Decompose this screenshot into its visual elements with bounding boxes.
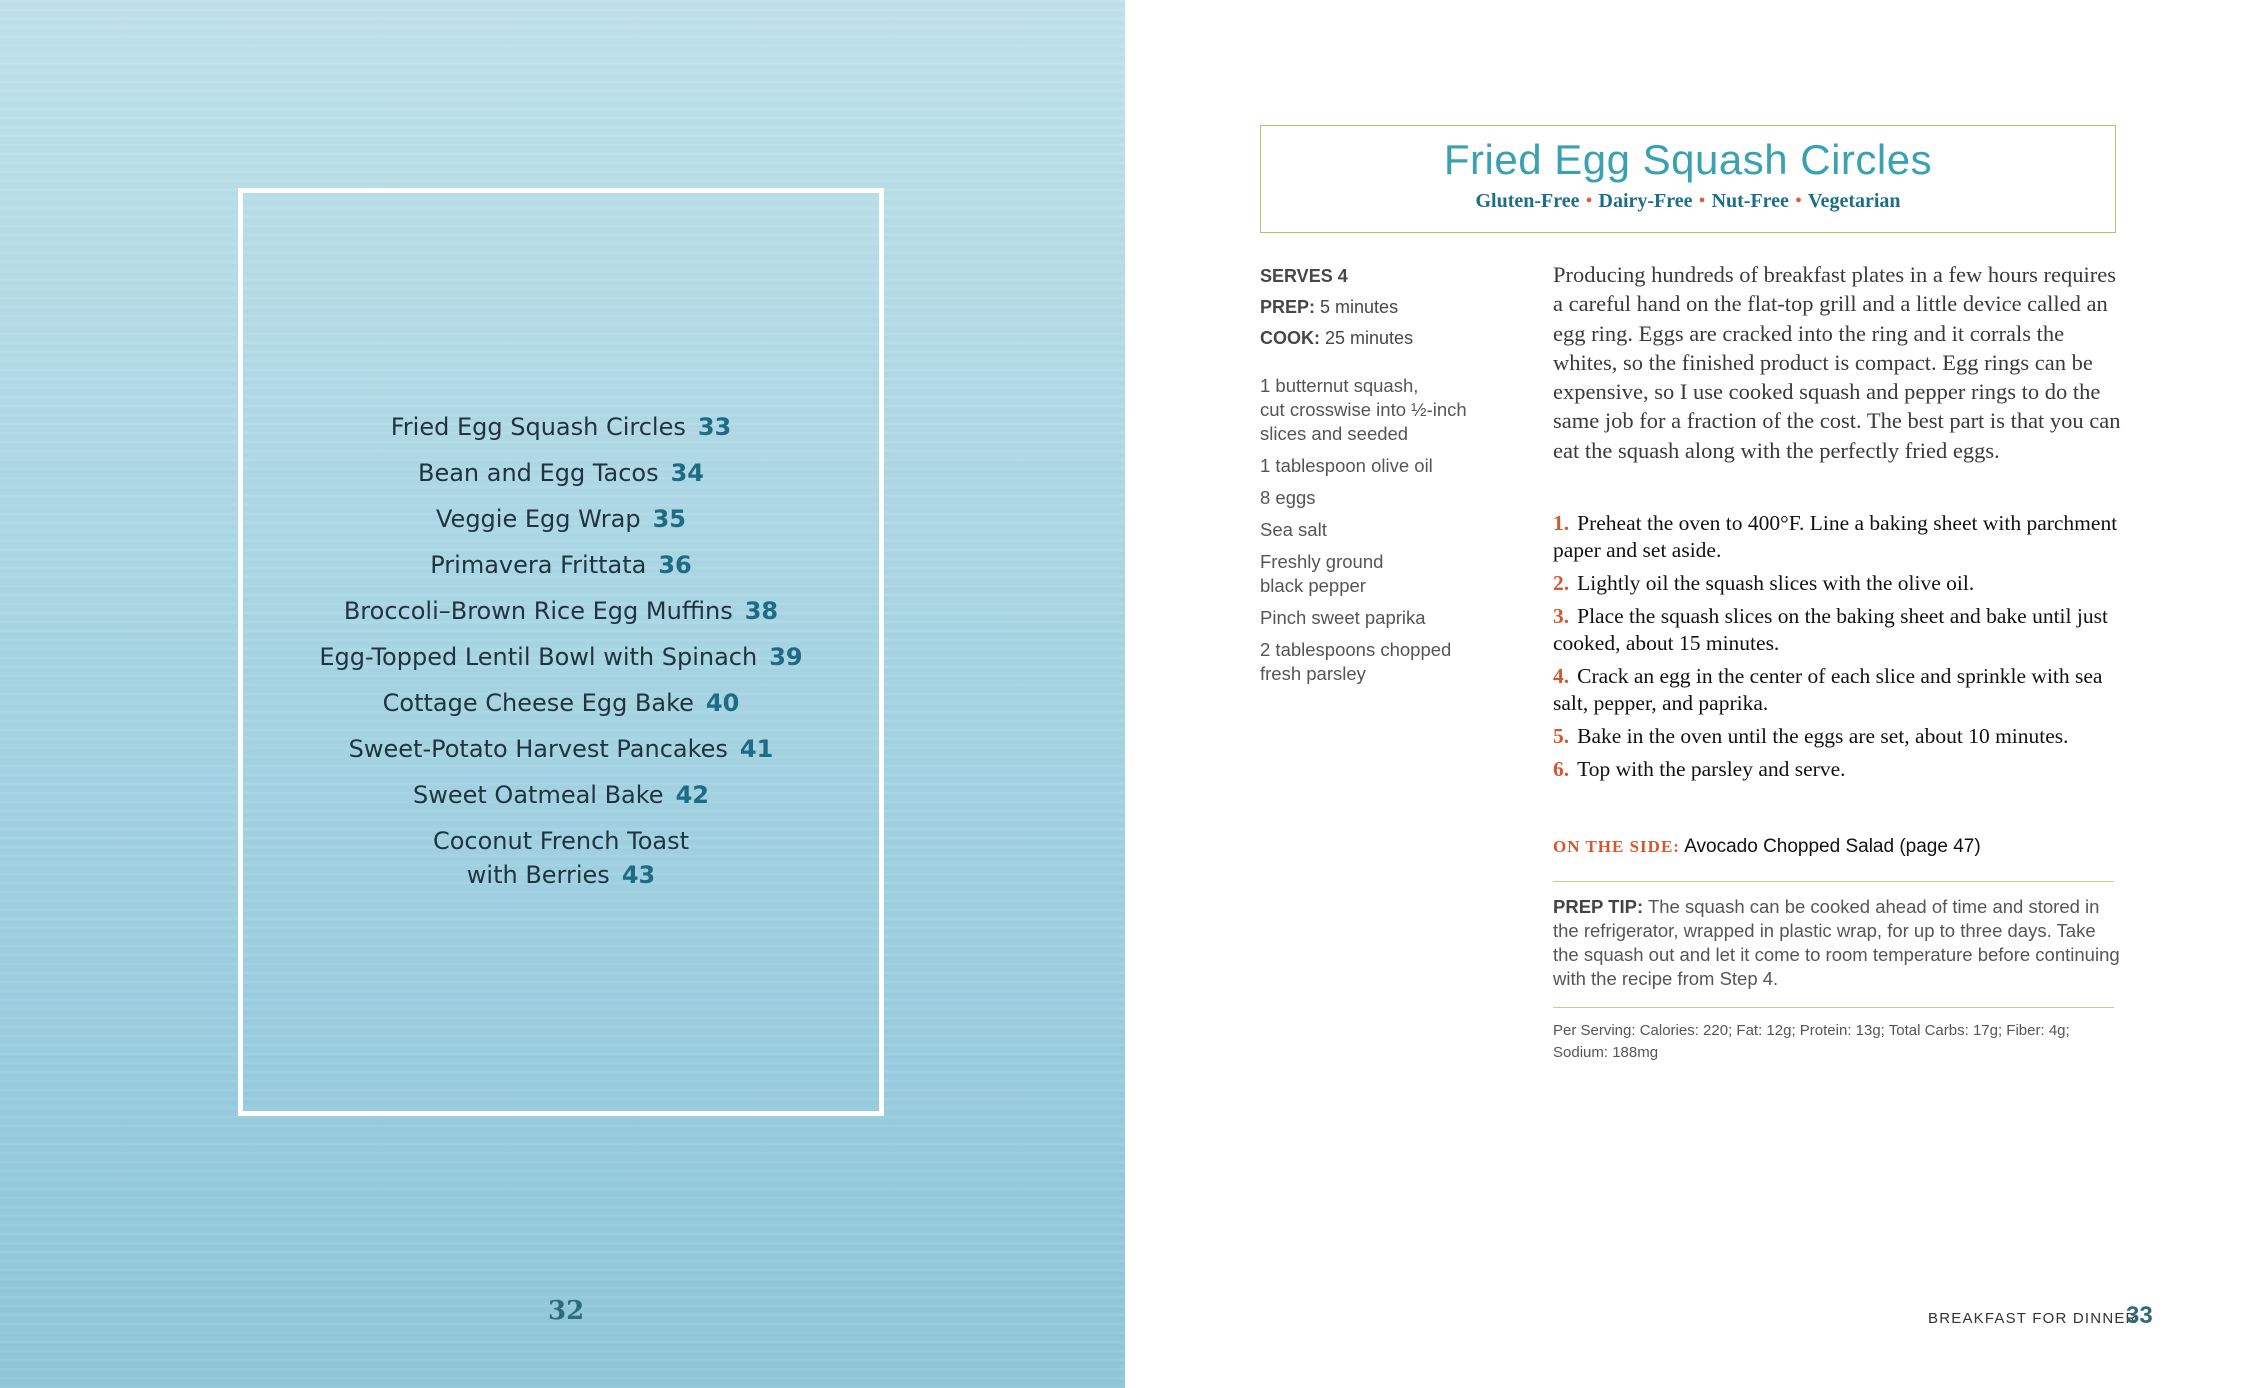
toc-item-page: 41 bbox=[739, 735, 774, 763]
step-text: Lightly oil the squash slices with the olive oil. bbox=[1577, 571, 1975, 595]
ingredient bbox=[1260, 486, 1520, 510]
prep-time bbox=[1260, 297, 1520, 318]
tag-nut-free: Nut-Free bbox=[1711, 190, 1789, 212]
recipe-step bbox=[1553, 603, 2123, 657]
step-number: 6. bbox=[1553, 757, 1570, 781]
toc-item[interactable] bbox=[238, 456, 884, 490]
recipe-step bbox=[1553, 663, 2123, 717]
toc-item[interactable] bbox=[238, 640, 884, 674]
toc-list bbox=[238, 410, 884, 904]
toc-item-title: Egg-Topped Lentil Bowl with Spinach bbox=[319, 643, 758, 671]
toc-item-page: 39 bbox=[769, 643, 803, 671]
prep-tip-text: The squash can be cooked ahead of time and stored in the refrigerator, wrapped in plastic wrap, for up to three days. Take the squash out and let it come to room temperature before continuing with the recipe from Step 4. bbox=[1553, 896, 2120, 989]
ingredient-line: Freshly ground bbox=[1260, 551, 1384, 572]
ingredient-line: 2 tablespoons chopped bbox=[1260, 639, 1452, 660]
toc-item-title: Sweet-Potato Harvest Pancakes bbox=[348, 735, 728, 763]
recipe-meta bbox=[1260, 266, 1520, 359]
prep-value: 5 minutes bbox=[1320, 297, 1399, 317]
ingredient-line: 1 butternut squash, bbox=[1260, 375, 1419, 396]
toc-item-page: 42 bbox=[675, 781, 709, 809]
recipe-step bbox=[1553, 510, 2123, 564]
toc-item-title-line1: Coconut French Toast bbox=[432, 827, 690, 855]
on-the-side-label: ON THE SIDE: bbox=[1553, 837, 1680, 856]
ingredient bbox=[1260, 518, 1520, 542]
serves bbox=[1260, 266, 1520, 287]
ingredient bbox=[1260, 374, 1520, 446]
toc-item[interactable] bbox=[238, 778, 884, 812]
tag-separator: • bbox=[1698, 190, 1706, 212]
toc-item-title: Fried Egg Squash Circles bbox=[390, 413, 686, 441]
toc-item-title: Sweet Oatmeal Bake bbox=[413, 781, 664, 809]
prep-label: PREP: bbox=[1260, 297, 1316, 317]
step-text: Preheat the oven to 400°F. Line a baking sheet with parchment paper and set aside. bbox=[1553, 511, 2118, 562]
prep-tip bbox=[1553, 895, 2123, 991]
toc-item-title: Cottage Cheese Egg Bake bbox=[382, 689, 694, 717]
toc-item-page: 35 bbox=[652, 505, 686, 533]
tag-separator: • bbox=[1585, 190, 1593, 212]
ingredient bbox=[1260, 550, 1520, 598]
step-text: Top with the parsley and serve. bbox=[1577, 757, 1846, 781]
toc-item[interactable] bbox=[238, 548, 884, 582]
toc-item-page: 34 bbox=[670, 459, 704, 487]
ingredients-list bbox=[1260, 374, 1520, 694]
toc-item-page: 43 bbox=[621, 861, 656, 889]
ingredient-line: cut crosswise into ½-inch bbox=[1260, 399, 1467, 420]
on-the-side bbox=[1553, 836, 2123, 858]
recipe-step bbox=[1553, 756, 2123, 783]
nutrition-info: Per Serving: Calories: 220; Fat: 12g; Protein: 13g; Total Carbs: 17g; Fiber: 4g; Sodium: 188mg bbox=[1553, 1022, 2070, 1061]
step-number: 5. bbox=[1553, 724, 1570, 748]
toc-item[interactable] bbox=[238, 502, 884, 536]
tag-separator: • bbox=[1794, 190, 1802, 212]
step-number: 1. bbox=[1553, 511, 1570, 535]
step-number: 2. bbox=[1553, 571, 1570, 595]
recipe-title-box bbox=[1260, 125, 2116, 233]
serves-label: SERVES 4 bbox=[1260, 266, 1348, 286]
toc-item-title: Veggie Egg Wrap bbox=[436, 505, 641, 533]
cook-value: 25 minutes bbox=[1325, 328, 1414, 348]
ingredient bbox=[1260, 638, 1520, 686]
cook-time bbox=[1260, 328, 1520, 349]
on-the-side-text: Avocado Chopped Salad (page 47) bbox=[1684, 836, 1981, 857]
step-text: Crack an egg in the center of each slice and sprinkle with sea salt, pepper, and paprika. bbox=[1553, 664, 2103, 715]
recipe-step bbox=[1553, 570, 2123, 597]
tag-dairy-free: Dairy-Free bbox=[1598, 190, 1693, 212]
recipe-intro: Producing hundreds of breakfast plates in a few hours requires a careful hand on the flat-top grill and a little device called an egg ring. Eggs are cracked into the ring and it corrals the whites, so the finished product is compact. Egg rings can be expensive, so I use cooked squash and pepper rings to do the same job for a fraction of the cost. The best part is that you can eat the squash along with the perfectly fried eggs. bbox=[1553, 262, 2121, 463]
toc-item[interactable] bbox=[238, 824, 884, 892]
recipe-tags bbox=[1261, 190, 2115, 213]
step-number: 4. bbox=[1553, 664, 1570, 688]
toc-item-title: Primavera Frittata bbox=[430, 551, 647, 579]
ingredient bbox=[1260, 606, 1520, 630]
recipe-title: Fried Egg Squash Circles bbox=[1443, 136, 1933, 183]
toc-item-title: Broccoli–Brown Rice Egg Muffins bbox=[343, 597, 733, 625]
ingredient-line: fresh parsley bbox=[1260, 663, 1366, 684]
ingredient bbox=[1260, 454, 1520, 478]
step-text: Bake in the oven until the eggs are set, about 10 minutes. bbox=[1577, 724, 2069, 748]
left-page-number: 32 bbox=[548, 1296, 585, 1326]
recipe-step bbox=[1553, 723, 2123, 750]
divider bbox=[1553, 881, 2114, 882]
toc-item[interactable] bbox=[238, 686, 884, 720]
step-number: 3. bbox=[1553, 604, 1570, 628]
ingredient-line: 8 eggs bbox=[1260, 487, 1316, 508]
toc-item-page: 40 bbox=[705, 689, 740, 717]
tag-gluten-free: Gluten-Free bbox=[1475, 190, 1580, 212]
toc-item-page: 38 bbox=[744, 597, 779, 625]
ingredient-line: black pepper bbox=[1260, 575, 1366, 596]
right-page-number: 33 bbox=[2126, 1302, 2153, 1329]
cook-label: COOK: bbox=[1260, 328, 1320, 348]
running-head: BREAKFAST FOR DINNER bbox=[1928, 1310, 2138, 1327]
toc-item[interactable] bbox=[238, 594, 884, 628]
toc-item-page: 36 bbox=[658, 551, 692, 579]
ingredient-line: Sea salt bbox=[1260, 519, 1327, 540]
toc-item-title: Bean and Egg Tacos bbox=[417, 459, 659, 487]
recipe-steps bbox=[1553, 510, 2123, 789]
ingredient-line: Pinch sweet paprika bbox=[1260, 607, 1426, 628]
ingredient-line: 1 tablespoon olive oil bbox=[1260, 455, 1433, 476]
ingredient-line: slices and seeded bbox=[1260, 423, 1409, 444]
prep-tip-label: PREP TIP: bbox=[1553, 896, 1644, 917]
step-text: Place the squash slices on the baking sheet and bake until just cooked, about 15 minutes. bbox=[1553, 604, 2108, 655]
toc-item-title-line2: with Berries bbox=[466, 861, 610, 889]
divider bbox=[1553, 1007, 2114, 1008]
tag-vegetarian: Vegetarian bbox=[1807, 190, 1901, 212]
toc-item[interactable] bbox=[238, 732, 884, 766]
toc-item[interactable] bbox=[238, 410, 884, 444]
toc-item-page: 33 bbox=[697, 413, 732, 441]
